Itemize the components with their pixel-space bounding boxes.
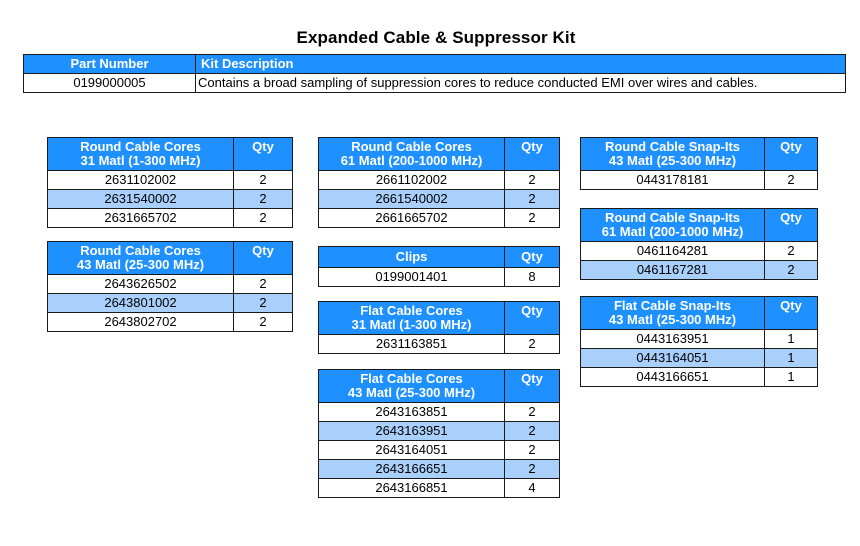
- table-row: [319, 441, 560, 460]
- group-title-line1: Round Cable Cores: [80, 139, 201, 154]
- qty-cell: 1: [765, 349, 818, 368]
- group-header-qty: Qty: [765, 297, 818, 330]
- table-row: [319, 403, 560, 422]
- table-row: [581, 261, 818, 280]
- group-title-line1: Clips: [395, 249, 428, 264]
- table-row: [581, 349, 818, 368]
- group-table-round-snap-its-43: [580, 137, 818, 190]
- group-title-line2: 31 Matl (1-300 MHz): [80, 153, 201, 168]
- qty-cell: 2: [765, 261, 818, 280]
- part-number-cell: 0199001401: [319, 268, 505, 287]
- group-header-qty: Qty: [505, 138, 560, 171]
- part-number-cell: 2643164051: [319, 441, 505, 460]
- part-number-cell: 2643802702: [48, 313, 234, 332]
- qty-cell: 8: [505, 268, 560, 287]
- group-header-title: [319, 247, 505, 268]
- qty-cell: 2: [505, 209, 560, 228]
- group-table-clips: [318, 246, 560, 287]
- group-header-title: [319, 138, 505, 171]
- group-title-line1: Flat Cable Cores: [360, 371, 463, 386]
- part-number-cell: 2661540002: [319, 190, 505, 209]
- part-number-cell: 2643166851: [319, 479, 505, 498]
- group-title-line2: 43 Matl (25-300 MHz): [76, 257, 205, 272]
- group-header-qty: Qty: [234, 138, 293, 171]
- table-row: [581, 368, 818, 387]
- qty-cell: 2: [765, 242, 818, 261]
- table-row: [48, 209, 293, 228]
- kit-part-number: 0199000005: [24, 74, 196, 93]
- kit-table: [23, 54, 846, 93]
- table-row: [48, 294, 293, 313]
- table-row: [319, 171, 560, 190]
- table-row: [581, 242, 818, 261]
- qty-cell: 2: [505, 335, 560, 354]
- part-number-cell: 2643163951: [319, 422, 505, 441]
- qty-cell: 2: [505, 441, 560, 460]
- qty-cell: 2: [234, 171, 293, 190]
- qty-cell: 2: [234, 190, 293, 209]
- group-title-line2: 61 Matl (200-1000 MHz): [601, 224, 744, 239]
- part-number-cell: 0443163951: [581, 330, 765, 349]
- group-table-flat-cable-cores-43: [318, 369, 560, 498]
- part-number-cell: 2631665702: [48, 209, 234, 228]
- group-title-line1: Round Cable Snap-Its: [604, 139, 741, 154]
- group-header-qty: Qty: [765, 209, 818, 242]
- part-number-cell: 0461167281: [581, 261, 765, 280]
- part-number-cell: 0461164281: [581, 242, 765, 261]
- table-row: [319, 190, 560, 209]
- table-row: [48, 313, 293, 332]
- group-table-flat-cable-cores-31: [318, 301, 560, 354]
- kit-description-header: Kit Description: [196, 55, 846, 74]
- qty-cell: 2: [505, 460, 560, 479]
- qty-cell: 2: [505, 190, 560, 209]
- group-table-flat-snap-its-43: [580, 296, 818, 387]
- group-header-title: [48, 242, 234, 275]
- qty-cell: 1: [765, 368, 818, 387]
- part-number-cell: 0443178181: [581, 171, 765, 190]
- group-header-title: [48, 138, 234, 171]
- part-number-header: Part Number: [24, 55, 196, 74]
- table-row: [319, 335, 560, 354]
- part-number-cell: 2631163851: [319, 335, 505, 354]
- qty-cell: 2: [505, 422, 560, 441]
- group-header-title: [581, 209, 765, 242]
- group-title-line1: Round Cable Cores: [351, 139, 472, 154]
- qty-cell: 2: [765, 171, 818, 190]
- table-row: [319, 209, 560, 228]
- group-header-qty: Qty: [505, 370, 560, 403]
- group-table-round-cable-cores-61: [318, 137, 560, 228]
- table-row: [319, 460, 560, 479]
- qty-cell: 1: [765, 330, 818, 349]
- group-header-qty: Qty: [234, 242, 293, 275]
- group-table-round-cable-cores-31: [47, 137, 293, 228]
- part-number-cell: 0443166651: [581, 368, 765, 387]
- part-number-cell: 2643163851: [319, 403, 505, 422]
- part-number-cell: 2643626502: [48, 275, 234, 294]
- table-row: [48, 190, 293, 209]
- group-header-qty: Qty: [505, 302, 560, 335]
- group-header-qty: Qty: [505, 247, 560, 268]
- part-number-cell: 2661665702: [319, 209, 505, 228]
- table-row: [319, 422, 560, 441]
- part-number-cell: 2643801002: [48, 294, 234, 313]
- group-table-round-cable-cores-43: [47, 241, 293, 332]
- qty-cell: 2: [505, 171, 560, 190]
- table-row: [48, 171, 293, 190]
- table-row: [581, 171, 818, 190]
- group-title-line1: Round Cable Snap-Its: [604, 210, 741, 225]
- table-row: [581, 330, 818, 349]
- group-header-title: [319, 302, 505, 335]
- part-number-cell: 2631540002: [48, 190, 234, 209]
- qty-cell: 4: [505, 479, 560, 498]
- part-number-cell: 2643166651: [319, 460, 505, 479]
- group-title-line2: 43 Matl (25-300 MHz): [608, 153, 737, 168]
- group-title-line2: 31 Matl (1-300 MHz): [351, 317, 472, 332]
- part-number-cell: 2661102002: [319, 171, 505, 190]
- qty-cell: 2: [234, 313, 293, 332]
- group-header-title: [581, 297, 765, 330]
- group-header-title: [581, 138, 765, 171]
- part-number-cell: 2631102002: [48, 171, 234, 190]
- table-row: [48, 275, 293, 294]
- group-table-round-snap-its-61: [580, 208, 818, 280]
- kit-description: Contains a broad sampling of suppression cores to reduce conducted EMI over wires and cables.: [196, 74, 846, 93]
- group-title-line2: 43 Matl (25-300 MHz): [608, 312, 737, 327]
- table-row: [319, 479, 560, 498]
- group-header-qty: Qty: [765, 138, 818, 171]
- part-number-cell: 0443164051: [581, 349, 765, 368]
- group-title-line1: Flat Cable Cores: [360, 303, 463, 318]
- qty-cell: 2: [505, 403, 560, 422]
- page-title: Expanded Cable & Suppressor Kit: [296, 28, 576, 47]
- qty-cell: 2: [234, 275, 293, 294]
- group-title-line1: Flat Cable Snap-Its: [613, 298, 732, 313]
- group-title-line1: Round Cable Cores: [80, 243, 201, 258]
- table-row: [319, 268, 560, 287]
- qty-cell: 2: [234, 209, 293, 228]
- qty-cell: 2: [234, 294, 293, 313]
- group-title-line2: 61 Matl (200-1000 MHz): [340, 153, 483, 168]
- group-title-line2: 43 Matl (25-300 MHz): [347, 385, 476, 400]
- group-header-title: [319, 370, 505, 403]
